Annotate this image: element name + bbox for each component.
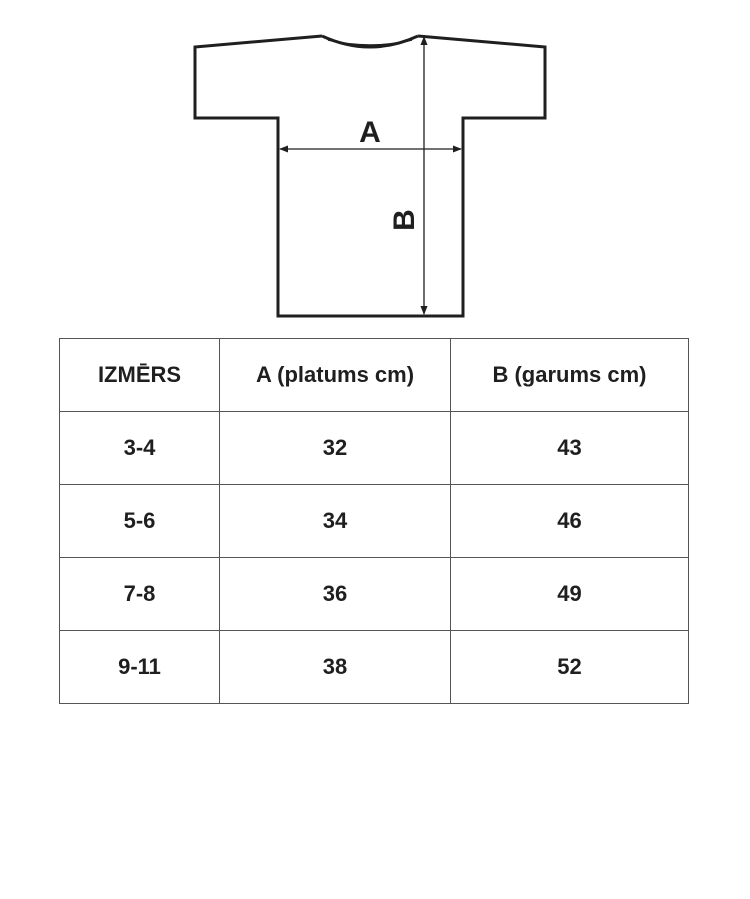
tshirt-outline [195,36,545,316]
tshirt-measurement-diagram [0,0,750,330]
size-cell: 3-4 [60,412,220,485]
label-a: A [359,116,381,149]
table-row [60,485,689,558]
size-chart-table [59,338,689,704]
width-cell: 32 [220,412,451,485]
table-row [60,558,689,631]
size-cell: 9-11 [60,631,220,704]
table-row [60,412,689,485]
header-length: B (garums cm) [451,339,689,412]
table-row [60,631,689,704]
header-size: IZMĒRS [60,339,220,412]
table-header-row [60,339,689,412]
size-cell: 5-6 [60,485,220,558]
width-cell: 36 [220,558,451,631]
header-width: A (platums cm) [220,339,451,412]
width-cell: 34 [220,485,451,558]
length-cell: 43 [451,412,689,485]
length-cell: 49 [451,558,689,631]
length-cell: 52 [451,631,689,704]
width-cell: 38 [220,631,451,704]
size-cell: 7-8 [60,558,220,631]
length-cell: 46 [451,485,689,558]
label-b: B [388,209,421,231]
